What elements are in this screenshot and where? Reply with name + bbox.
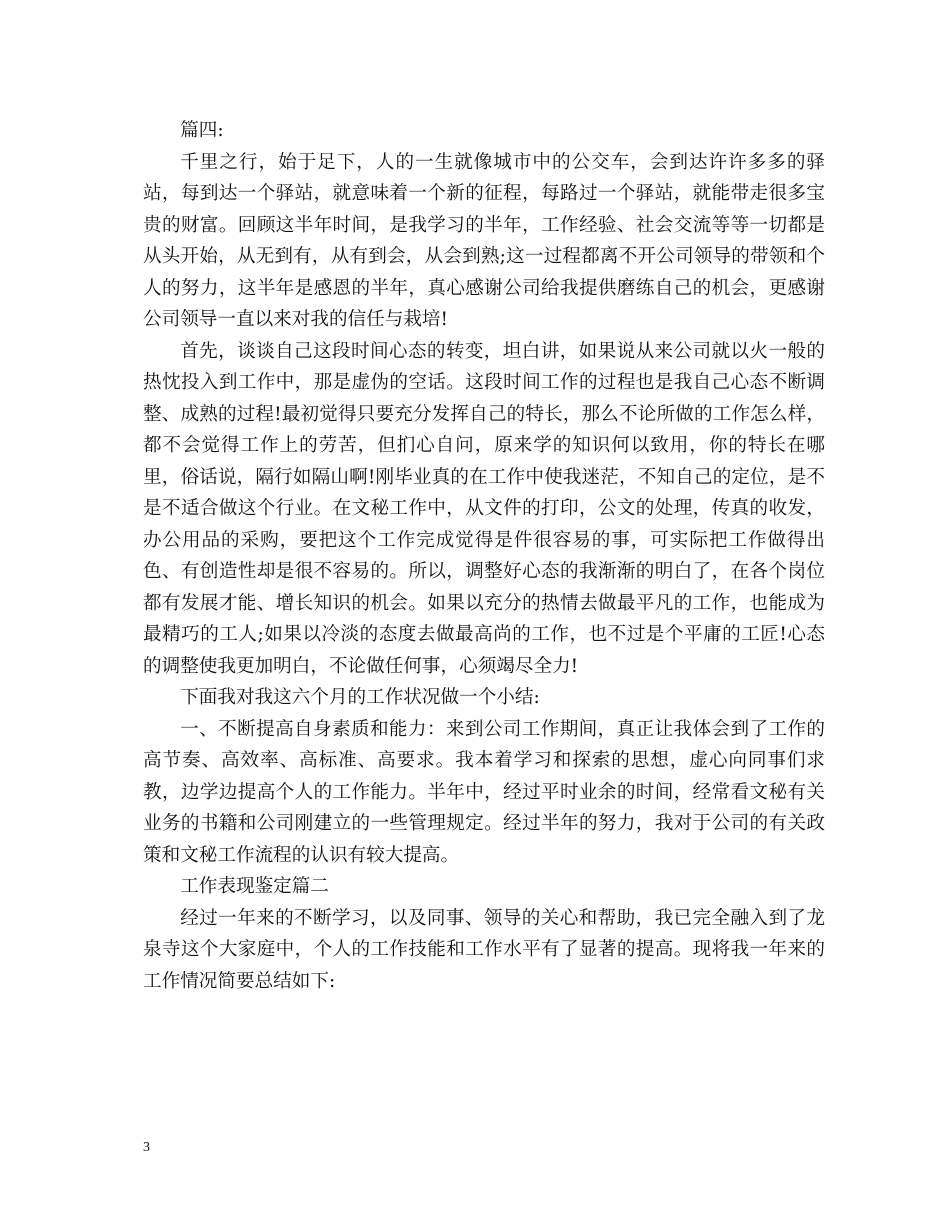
paragraph: 首先，谈谈自己这段时间心态的转变，坦白讲，如果说从来公司就以火一般的热忱投入到工作中，那是虚伪的空话。这段时间工作的过程也是我自己心态不断调整、成熟的过程!最初觉得只要充分发挥自己的特长，那么不论所做的工作怎么样，都不会觉得工作上的劳苦，但扪心自问，原来学的知识何以致用，你的特长在哪里，俗话说，隔行如隔山啊!刚毕业真的在工作中使我迷茫，不知自己的定位，是不是不适合做这个行业。在文秘工作中，从文件的打印，公文的处理，传真的收发，办公用品的采购，要把这个工作完成觉得是件很容易的事，可实际把工作做得出色、有创造性却是很不容易的。所以，调整好心态的我渐渐的明白了，在各个岗位都有发展才能、增长知识的机会。如果以充分的热情去做最平凡的工作，也能成为最精巧的工人;如果以冷淡的态度去做最高尚的工作，也不过是个平庸的工匠!心态的调整使我更加明白，不论做任何事，心须竭尽全力! (143, 340, 825, 677)
paragraph: 一、不断提高自身素质和能力：来到公司工作期间，真正让我体会到了工作的高节奏、高效率、高标准、高要求。我本着学习和探索的思想，虚心向同事们求教，边学边提高个人的工作能力。半年中，经过平时业余的时间，经常看文秘有关业务的书籍和公司刚建立的一些管理规定。经过半年的努力，我对于公司的有关政策和文秘工作流程的认识有较大提高。 (143, 718, 825, 866)
paragraph: 下面我对我这六个月的工作状况做一个小结: (180, 687, 540, 708)
section-heading: 篇四: (180, 120, 224, 141)
paragraph: 千里之行，始于足下，人的一生就像城市中的公交车，会到达许许多多的驿站，每到达一个驿站，就意味着一个新的征程，每路过一个驿站，就能带走很多宝贵的财富。回顾这半年时间，是我学习的半年，工作经验、社会交流等等一切都是从头开始，从无到有，从有到会，从会到熟;这一过程都离不开公司领导的带领和个人的努力，这半年是感恩的半年，真心感谢公司给我提供磨练自己的机会，更感谢公司领导一直以来对我的信任与栽培! (143, 151, 825, 330)
paragraph: 经过一年来的不断学习，以及同事、领导的关心和帮助，我已完全融入到了龙泉寺这个大家庭中，个人的工作技能和工作水平有了显著的提高。现将我一年来的工作情况简要总结如下: (143, 907, 825, 992)
page-number: 3 (143, 1140, 150, 1155)
body-text (143, 115, 825, 997)
section-heading: 工作表现鉴定篇二 (180, 876, 329, 897)
